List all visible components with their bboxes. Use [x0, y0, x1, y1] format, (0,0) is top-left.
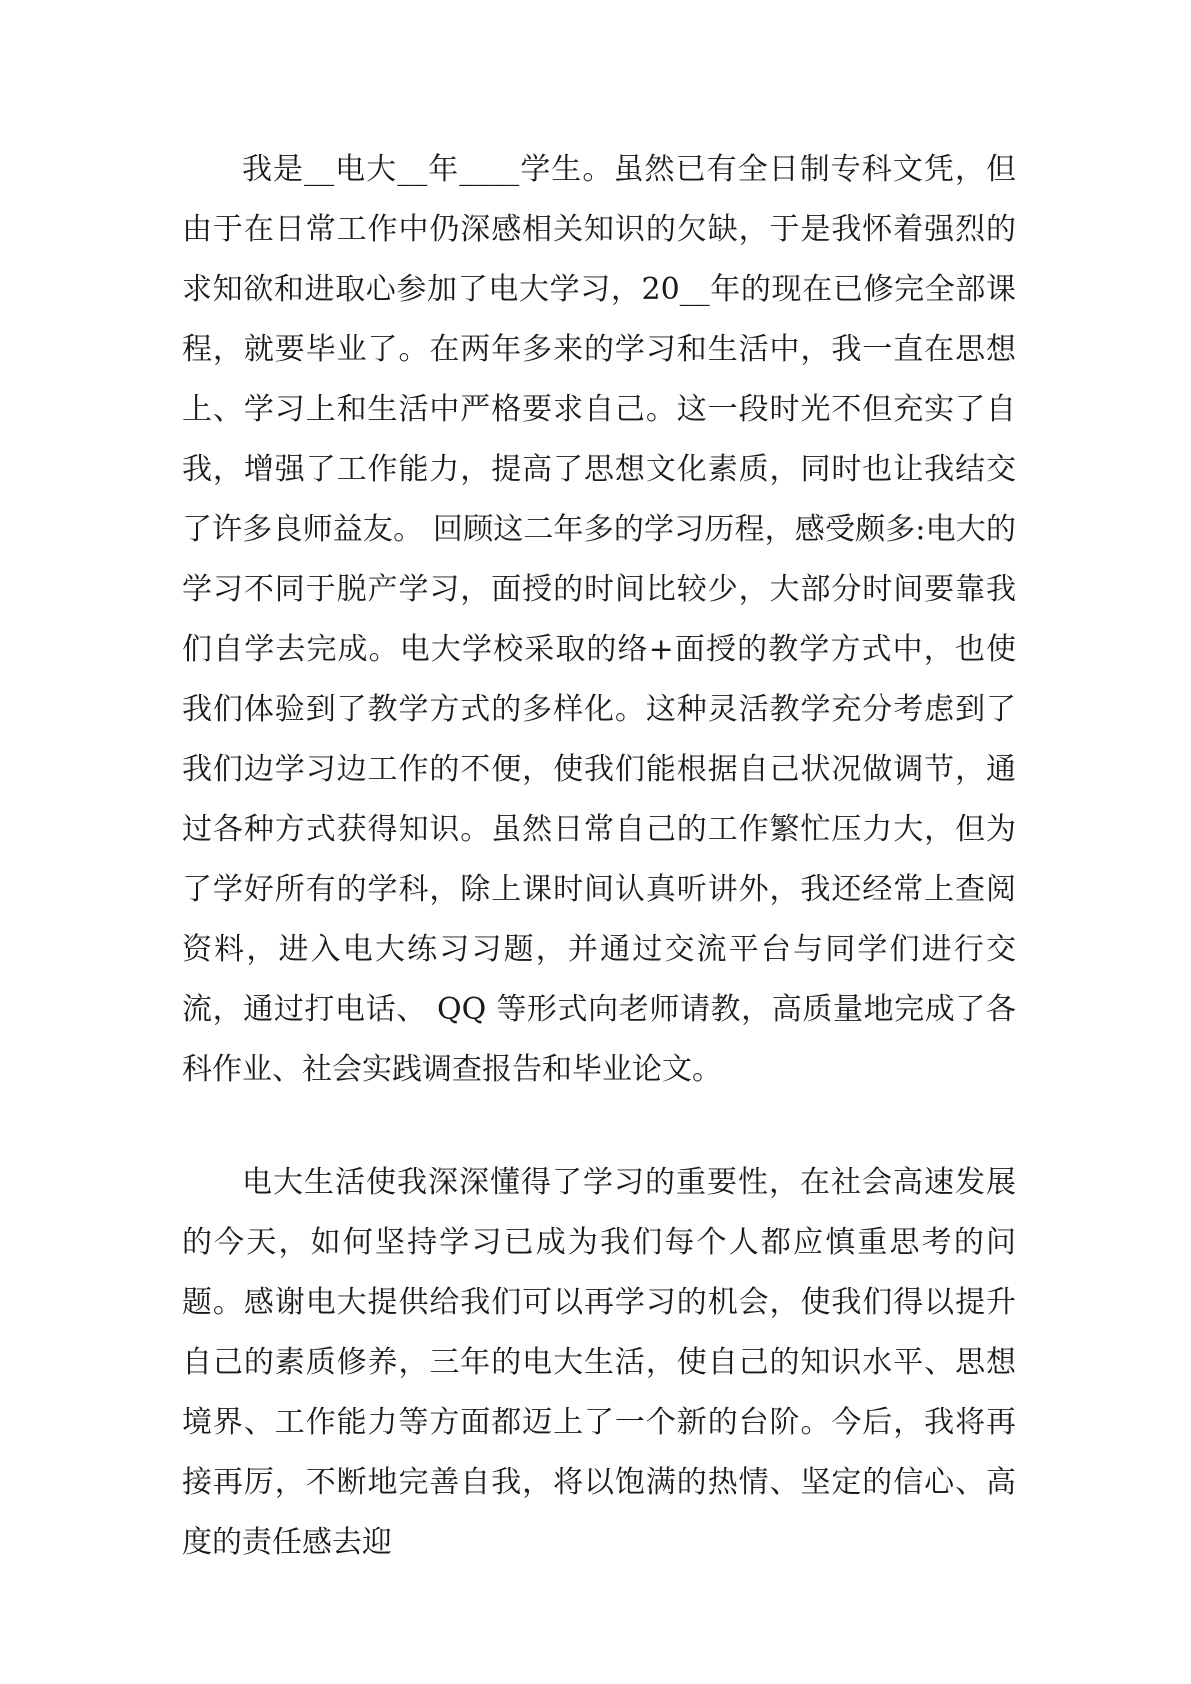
paragraph-1: 我是__电大__年____学生。虽然已有全日制专科文凭，但由于在日常工作中仍深感相关知识的欠缺，于是我怀着强烈的求知欲和进取心参加了电大学习，20__年的现在已修完全部课程，就要毕业了。在两年多来的学习和生活中，我一直在思想上、学习上和生活中严格要求自己。这一段时光不但充实了自我，增强了工作能力，提高了思想文化素质，同时也让我结交了许多良师益友。 回顾这二年多的学习历程，感受颇多:电大的学习不同于脱产学习，面授的时间比较少，大部分时间要靠我们自学去完成。电大学校采取的络+面授的教学方式中，也使我们体验到了教学方式的多样化。这种灵活教学充分考虑到了我们边学习边工作的不便，使我们能根据自己状况做调节，通过各种方式获得知识。虽然日常自己的工作繁忙压力大，但为了学好所有的学科，除上课时间认真听讲外，我还经常上查阅资料，进入电大练习习题，并通过交流平台与同学们进行交流，通过打电话、 QQ 等形式向老师请教，高质量地完成了各科作业、社会实践调查报告和毕业论文。 — [182, 152, 1016, 1087]
paragraph-2: 电大生活使我深深懂得了学习的重要性，在社会高速发展的今天，如何坚持学习已成为我们每个人都应慎重思考的问题。感谢电大提供给我们可以再学习的机会，使我们得以提升自己的素质修养，三年的电大生活，使自己的知识水平、思想境界、工作能力等方面都迈上了一个新的台阶。今后，我将再接再厉，不断地完善自我，将以饱满的热情、坚定的信心、高度的责任感去迎 — [182, 1165, 1016, 1560]
